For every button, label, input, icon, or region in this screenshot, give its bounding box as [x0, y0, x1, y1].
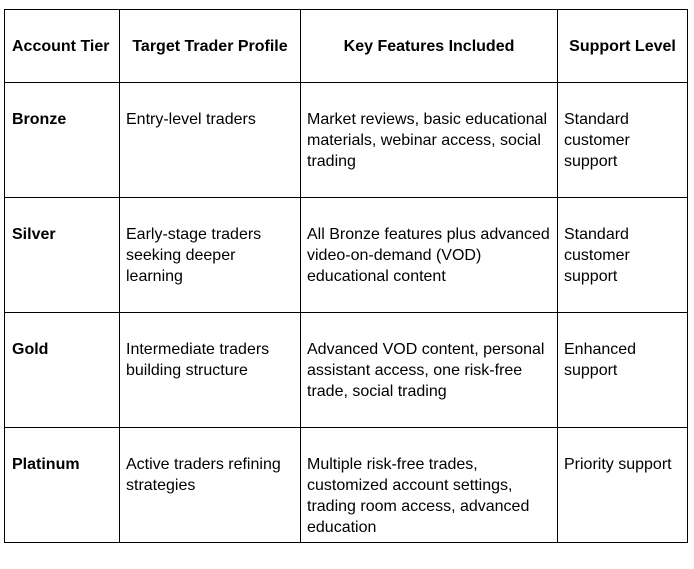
header-account-tier: Account Tier — [5, 10, 120, 83]
tier-name: Bronze — [5, 83, 120, 198]
tier-name: Gold — [5, 313, 120, 428]
table-row — [5, 83, 688, 198]
table-row — [5, 313, 688, 428]
key-features: All Bronze features plus advanced video-on-demand (VOD) educational content — [301, 198, 558, 313]
header-support-level: Support Level — [558, 10, 688, 83]
trader-profile: Early-stage traders seeking deeper learning — [120, 198, 301, 313]
key-features: Advanced VOD content, personal assistant access, one risk-free trade, social trading — [301, 313, 558, 428]
tier-name: Silver — [5, 198, 120, 313]
trader-profile: Entry-level traders — [120, 83, 301, 198]
support-level: Standard customer support — [558, 198, 688, 313]
support-level: Standard customer support — [558, 83, 688, 198]
support-level: Priority support — [558, 428, 688, 543]
table-row — [5, 198, 688, 313]
table-header-row — [5, 10, 688, 83]
support-level: Enhanced support — [558, 313, 688, 428]
tier-name: Platinum — [5, 428, 120, 543]
header-target-trader-profile: Target Trader Profile — [120, 10, 301, 83]
header-key-features: Key Features Included — [301, 10, 558, 83]
table-row — [5, 428, 688, 543]
account-tiers-table — [4, 9, 688, 543]
trader-profile: Intermediate traders building structure — [120, 313, 301, 428]
key-features: Multiple risk-free trades, customized account settings, trading room access, advanced education — [301, 428, 558, 543]
trader-profile: Active traders refining strategies — [120, 428, 301, 543]
key-features: Market reviews, basic educational materials, webinar access, social trading — [301, 83, 558, 198]
